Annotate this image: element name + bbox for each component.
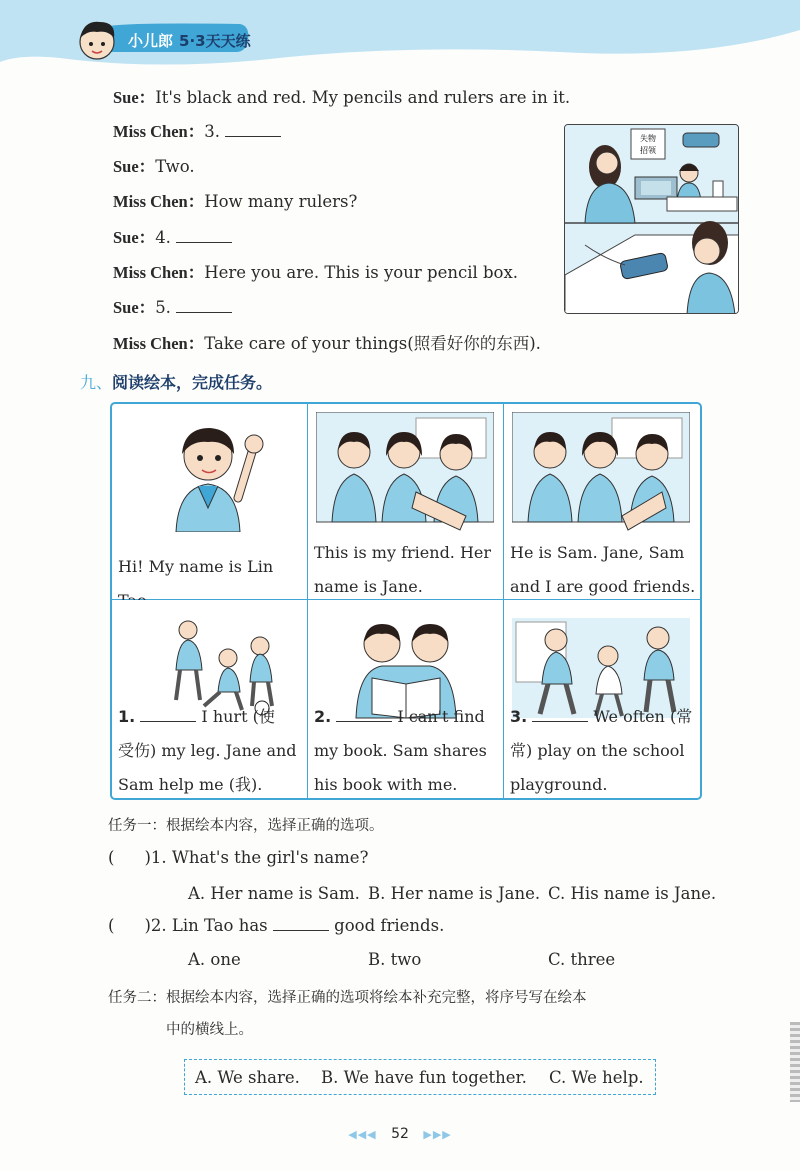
option-c[interactable]: C. We help. <box>549 1068 644 1087</box>
page-footer <box>0 1126 800 1142</box>
blank-number: 1. <box>118 707 136 726</box>
options-box <box>184 1059 656 1095</box>
dialogue-line <box>113 192 357 212</box>
option-a[interactable]: A. We share. <box>195 1068 300 1087</box>
question-number: )1. <box>144 848 167 867</box>
section-heading: 阅读绘本，完成任务。 <box>112 373 273 392</box>
story-panel <box>112 600 308 798</box>
story-panel <box>504 600 700 798</box>
speaker: Miss Chen： <box>113 122 205 141</box>
speaker: Miss Chen： <box>113 192 205 211</box>
story-caption <box>314 700 499 734</box>
story-caption: This is my friend. Her <box>314 543 492 562</box>
dialogue-line <box>113 88 570 108</box>
option-b[interactable]: B. Her name is Jane. <box>368 884 541 903</box>
speaker: Sue： <box>113 157 156 176</box>
picture-book-grid <box>110 402 702 800</box>
speaker: Sue： <box>113 298 156 317</box>
question-1 <box>108 848 368 867</box>
lost-and-found-comic <box>564 124 739 314</box>
dialogue-line <box>113 228 232 248</box>
option-c[interactable]: C. three <box>548 950 616 969</box>
question-2 <box>108 916 444 935</box>
story-panel <box>308 404 504 600</box>
question-text: good friends. <box>334 916 445 935</box>
blank-number: 3. <box>510 707 528 726</box>
answer-paren-open: ( <box>108 848 115 867</box>
sign-text: 失物 <box>640 134 656 143</box>
header-banner <box>0 0 800 78</box>
dialogue-line <box>113 334 541 354</box>
page-number: 52 <box>391 1126 409 1142</box>
dialogue-line <box>113 157 195 177</box>
dialogue-text: Here you are. This is your pencil box. <box>204 263 519 282</box>
series-name: 5·3天天练 <box>179 32 251 50</box>
task2-title-cont: 中的横线上。 <box>166 1022 253 1038</box>
task2-title: 任务二：根据绘本内容，选择正确的选项将绘本补充完整，将序号写在绘本 <box>108 990 587 1006</box>
answer-paren-open: ( <box>108 916 115 935</box>
left-arrows-icon: ◀◀◀ <box>348 1128 377 1141</box>
story-caption: my book. Sam shares <box>314 741 487 760</box>
story-caption: name is Jane. <box>314 577 423 596</box>
dialogue-text: 4. <box>155 228 171 247</box>
dialogue-text: It's black and red. My pencils and rulers are in it. <box>155 88 571 107</box>
page-header <box>0 0 800 78</box>
task1-title: 任务一：根据绘本内容，选择正确的选项。 <box>108 818 384 834</box>
sign-text: 招领 <box>640 146 656 155</box>
answer-blank[interactable] <box>140 708 196 722</box>
dialogue-line <box>113 263 518 283</box>
dialogue-text: Take care of your things(照看好你的东西). <box>204 334 541 353</box>
answer-blank[interactable] <box>532 708 588 722</box>
three-friends-illustration <box>316 412 494 532</box>
answer-blank[interactable] <box>176 229 232 243</box>
caption-text: I can't find <box>397 707 485 726</box>
story-caption: He is Sam. Jane, Sam <box>510 543 685 562</box>
story-caption: his book with me. <box>314 775 458 794</box>
story-caption: 常) play on the school <box>510 741 685 760</box>
answer-blank[interactable] <box>273 917 329 931</box>
brand-name: 小儿郎 <box>128 32 174 50</box>
dialogue-text: Two. <box>155 157 195 176</box>
option-a[interactable]: A. Her name is Sam. <box>188 884 360 903</box>
story-caption <box>510 700 696 734</box>
story-panel <box>112 404 308 600</box>
section-number: 九、 <box>80 373 113 392</box>
story-caption: Sam help me (我). <box>118 775 263 794</box>
dialogue-text: 3. <box>204 122 220 141</box>
option-a[interactable]: A. one <box>188 950 241 969</box>
story-caption: 受伤) my leg. Jane and <box>118 741 297 760</box>
speaker: Miss Chen： <box>113 334 205 353</box>
boy-mascot-icon <box>80 22 114 59</box>
speaker: Sue： <box>113 228 156 247</box>
story-panel <box>308 600 504 798</box>
answer-blank[interactable] <box>176 299 232 313</box>
answer-blank[interactable] <box>225 123 281 137</box>
three-friends-illustration <box>512 412 690 532</box>
option-b[interactable]: B. We have fun together. <box>321 1068 527 1087</box>
pencil-box-icon <box>683 133 719 147</box>
story-caption <box>118 700 303 734</box>
dialogue-text: How many rulers? <box>204 192 358 211</box>
question-text: Lin Tao has <box>171 916 268 935</box>
story-panel <box>504 404 700 600</box>
question-number: )2. <box>144 916 167 935</box>
section-title <box>80 370 272 393</box>
caption-text: We often (常 <box>593 707 693 726</box>
speaker: Miss Chen： <box>113 263 205 282</box>
dialogue-text: 5. <box>155 298 171 317</box>
caption-text: I hurt (使 <box>201 707 275 726</box>
blank-number: 2. <box>314 707 332 726</box>
dialogue-line <box>113 122 281 142</box>
option-b[interactable]: B. two <box>368 950 422 969</box>
answer-blank[interactable] <box>336 708 392 722</box>
story-caption: Hi! My name is Lin <box>118 557 274 576</box>
page-edge-marks <box>790 1022 800 1102</box>
story-caption: and I are good friends. <box>510 577 696 596</box>
option-c[interactable]: C. His name is Jane. <box>548 884 717 903</box>
speaker: Sue： <box>113 88 156 107</box>
dialogue-line <box>113 298 232 318</box>
waving-boy-illustration <box>120 412 298 532</box>
right-arrows-icon: ▶▶▶ <box>423 1128 452 1141</box>
question-text: What's the girl's name? <box>171 848 369 867</box>
story-caption: playground. <box>510 775 608 794</box>
